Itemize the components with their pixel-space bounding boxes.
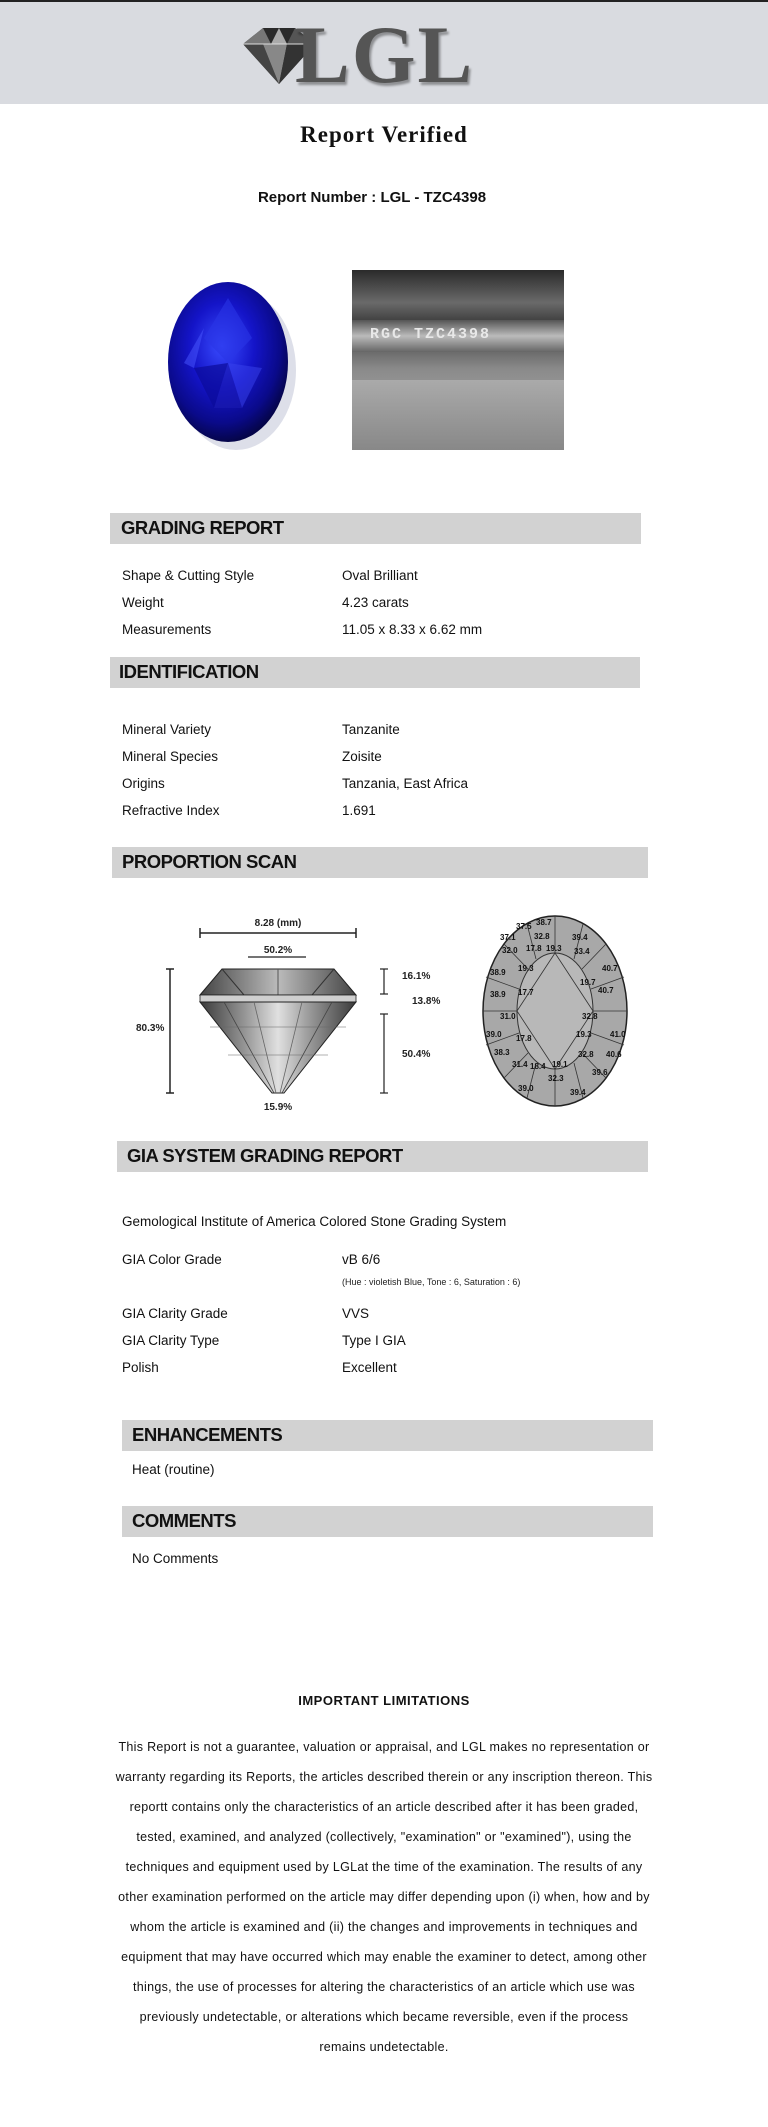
gia-color-note: (Hue : violetish Blue, Tone : 6, Saturation : 6) — [342, 1277, 521, 1287]
row-value: VVS — [342, 1306, 370, 1321]
row-label: GIA Color Grade — [122, 1252, 222, 1267]
table-pct-label: 50.2% — [263, 945, 293, 956]
enhancements-text: Heat (routine) — [132, 1462, 215, 1477]
gia-report-header — [117, 1141, 648, 1172]
facet-value-label: 19.7 — [580, 978, 596, 987]
comments-heading: COMMENTS — [132, 1510, 236, 1531]
gia-report-heading: GIA SYSTEM GRADING REPORT — [127, 1145, 403, 1166]
row-label: Mineral Variety — [122, 722, 212, 737]
row-label: Polish — [122, 1360, 159, 1375]
facet-value-label: 32.8 — [578, 1050, 594, 1059]
facet-value-label: 19.3 — [546, 944, 562, 953]
facet-value-label: 31.4 — [512, 1060, 528, 1069]
logo-text: LGL — [295, 9, 475, 100]
row-value: Tanzania, East Africa — [342, 776, 469, 791]
facet-value-label: 37.5 — [516, 922, 532, 931]
gem-photo — [134, 268, 324, 458]
row-label: Refractive Index — [122, 803, 220, 818]
row-value: 4.23 carats — [342, 595, 409, 610]
facet-value-label: 31.0 — [500, 1012, 516, 1021]
facet-value-label: 19.3 — [518, 964, 534, 973]
lgl-logo — [233, 9, 489, 100]
comments-header — [122, 1506, 653, 1537]
row-value: 11.05 x 8.33 x 6.62 mm — [342, 622, 483, 637]
facet-value-label: 33.4 — [574, 947, 590, 956]
facet-value-label: 17.7 — [518, 988, 534, 997]
facet-value-label: 38.7 — [536, 918, 552, 927]
culet-label: 15.9% — [263, 1102, 293, 1113]
facet-value-label: 41.0 — [610, 1030, 626, 1039]
facet-value-label: 18.4 — [530, 1062, 546, 1071]
facet-value-label: 39.4 — [570, 1088, 586, 1097]
gia-system-text: Gemological Institute of America Colored Stone Grading System — [122, 1214, 507, 1229]
report-number: Report Number : LGL - TZC4398 — [257, 189, 487, 206]
facet-value-label: 38.9 — [490, 968, 506, 977]
row-value: 1.691 — [342, 803, 376, 818]
facet-value-label: 32.0 — [502, 946, 518, 955]
enhancements-heading: ENHANCEMENTS — [132, 1424, 283, 1445]
depth-label: 80.3% — [136, 1023, 165, 1034]
identification-heading: IDENTIFICATION — [119, 661, 259, 682]
row-label: Measurements — [122, 622, 212, 637]
proportion-scan-header — [112, 847, 648, 878]
facet-value-label: 38.3 — [494, 1048, 510, 1057]
grading-report-header — [110, 513, 641, 544]
limitations-text: This Report is not a guarantee, valuation or appraisal, and LGL makes no representation or warranty regarding its Reports, the articles described therein or any inscription thereon. This reportt contains only the characteristics of an article described after it has been graded, tested, examined, and analyzed (collectively, "examination" or "examined"), using the techniques and equipment used by LGLat the time of the examination. The results of any other examination performed on the article may differ depending upon (i) when, how and by whom the article is examined and (ii) the changes and improvements in techniques and equipment that may have occurred which may enable the examiner to detect, among other things, the use of processes for altering the characteristics of an article which use was previously undetectable, or alterations which became reversible, even if the process remains undetectable. — [115, 1740, 653, 2054]
row-value: Zoisite — [342, 749, 382, 764]
inscription-photo — [352, 270, 564, 450]
facet-value-label: 19.3 — [576, 1030, 592, 1039]
facet-value-label: 40.7 — [602, 964, 618, 973]
enhancements-header — [122, 1420, 653, 1451]
grading-report-heading: GRADING REPORT — [121, 517, 284, 538]
facet-value-label: 32.3 — [548, 1074, 564, 1083]
facet-value-label: 40.7 — [598, 986, 614, 995]
header-banner — [0, 2, 768, 104]
facet-diagram — [472, 907, 638, 1119]
row-label: Mineral Species — [122, 749, 219, 764]
facet-value-label: 39.6 — [592, 1068, 608, 1077]
facet-value-label: 39.4 — [572, 933, 588, 942]
row-value: Excellent — [342, 1360, 397, 1375]
crown-label: 16.1% — [402, 971, 431, 982]
row-value: Tanzanite — [342, 722, 400, 737]
profile-diagram — [114, 907, 448, 1119]
girdle-label: 13.8% — [412, 996, 441, 1007]
facet-value-label: 32.8 — [582, 1012, 598, 1021]
pavilion-label: 50.4% — [402, 1049, 431, 1060]
row-value: Type I GIA — [342, 1333, 406, 1348]
row-label: Weight — [122, 595, 164, 610]
identification-header — [110, 657, 640, 688]
row-label: Shape & Cutting Style — [122, 568, 255, 583]
row-label: Origins — [122, 776, 165, 791]
row-label: GIA Clarity Grade — [122, 1306, 228, 1321]
proportion-scan-heading: PROPORTION SCAN — [122, 851, 297, 872]
row-value: Oval Brilliant — [342, 568, 418, 583]
facet-value-label: 40.6 — [606, 1050, 622, 1059]
facet-value-label: 39.0 — [486, 1030, 502, 1039]
inscription-text: RGC TZC4398 — [370, 326, 492, 343]
table-width-label: 8.28 (mm) — [254, 918, 302, 929]
comments-text: No Comments — [132, 1551, 219, 1566]
row-label: GIA Clarity Type — [122, 1333, 220, 1348]
facet-value-label: 37.1 — [500, 933, 516, 942]
facet-value-label: 17.8 — [516, 1034, 532, 1043]
row-value: vB 6/6 — [342, 1252, 381, 1267]
limitations-heading: IMPORTANT LIMITATIONS — [298, 1693, 470, 1708]
facet-value-label: 32.8 — [534, 932, 550, 941]
facet-value-label: 17.8 — [526, 944, 542, 953]
facet-value-label: 19.1 — [552, 1060, 568, 1069]
facet-value-label: 39.0 — [518, 1084, 534, 1093]
facet-value-label: 38.9 — [490, 990, 506, 999]
page-title: Report Verified — [300, 122, 468, 147]
